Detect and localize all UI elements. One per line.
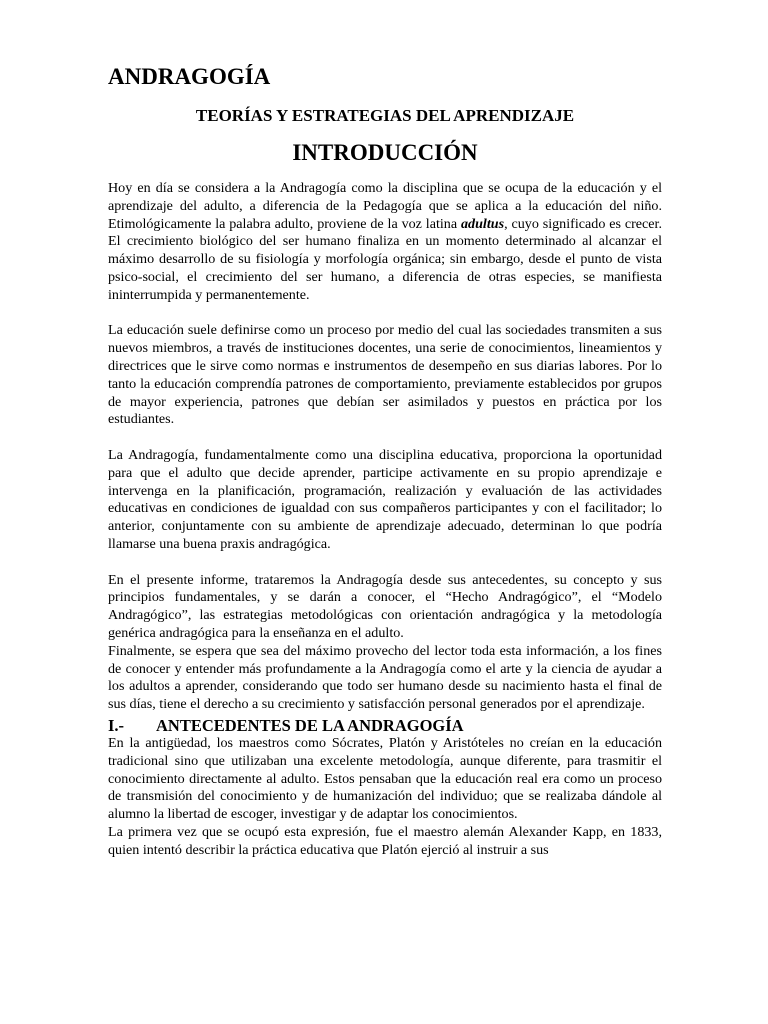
document-body — [108, 62, 662, 859]
intro-paragraph-3: La Andragogía, fundamentalmente como una disciplina educativa, proporciona la oportunidad para que el adulto que decide aprender, participe activamente en su propio aprendizaje e intervenga en la planificación, programación, realización y evaluación de las actividades educativas en condiciones de igualdad con sus compañeros participantes y con el facilitador; lo anterior, conjuntamente con su ambiente de aprendizaje adecuado, determinan lo que podría llamarse una buena praxis andragógica. — [108, 446, 662, 552]
intro-paragraph-5: Finalmente, se espera que sea del máximo provecho del lector toda esta información, a los fines de conocer y entender más profundamente a la Andragogía como el arte y la ciencia de ayudar a los adultos a aprender, considerando que todo ser humano desde su nacimiento hasta el final de sus días, tiene el derecho a su crecimiento y satisfacción personal generados por el aprendizaje. — [108, 642, 662, 713]
latin-term: adultus — [460, 215, 505, 232]
introduction-heading: INTRODUCCIÓN — [292, 140, 478, 165]
intro-paragraph-4: En el presente informe, trataremos la Andragogía desde sus antecedentes, su concepto y sus principios fundamentales, y se darán a conocer, el “Hecho Andragógico”, el “Modelo Andragógico”, las estrategias metodológicas con orientación andragógica y la metodología genérica andragógica para la enseñanza en el adulto. — [108, 571, 662, 641]
section-paragraph-1: En la antigüedad, los maestros como Sócrates, Platón y Aristóteles no creían en la educación tradicional sino que utilizaban una excelente metodología, aunque diferente, para trasmitir el conocimiento directamente al adulto. Estos pensaban que la educación real era como un proceso de transmisión del conocimiento y de humanización del individuo; que se realizaba dándole al alumno la libertad de escoger, investigar y de adaptar los conocimientos. — [108, 734, 662, 823]
document-title: ANDRAGOGÍA — [108, 64, 271, 89]
intro-paragraph-1: Hoy en día se considera a la Andragogía como la disciplina que se ocupa de la educación y el aprendizaje del adulto, a diferencia de la Pedagogía que se aplica a la educación del niño. Etimológicamente la palabra adulto, proviene de la voz latina adultus, cuyo significado es crecer. El crecimiento biológico del ser humano finaliza en un momento determinado al alcanzar el máximo desarrollo de su fisiología y morfología orgánica; sin embargo, desde el punto de vista psico-social, el crecimiento del ser humano, a diferencia de otras especies, se manifiesta ininterrumpida y permanentemente. — [108, 180, 662, 303]
section-paragraph-2: La primera vez que se ocupó esta expresión, fue el maestro alemán Alexander Kapp, en 1833, quien intentó describir la práctica educativa que Platón ejerció al instruir a sus — [108, 823, 662, 858]
section-number: I.- — [108, 715, 125, 735]
intro-paragraph-2: La educación suele definirse como un proceso por medio del cual las sociedades transmiten a sus nuevos miembros, a través de instituciones docentes, una serie de conocimientos, lineamientos y directrices que le sirve como normas e instrumentos de desempeño en sus diarias labores. Por lo tanto la educación comprendía patrones de comportamiento, previamente establecidos por grupos de mayor experiencia, patrones que debían ser asimilados y puestos en práctica por los estudiantes. — [108, 322, 662, 428]
document-subtitle: TEORÍAS Y ESTRATEGIAS DEL APRENDIZAJE — [195, 106, 575, 125]
section-heading — [108, 716, 662, 735]
section-title: ANTECEDENTES DE LA ANDRAGOGÍA — [156, 715, 464, 735]
